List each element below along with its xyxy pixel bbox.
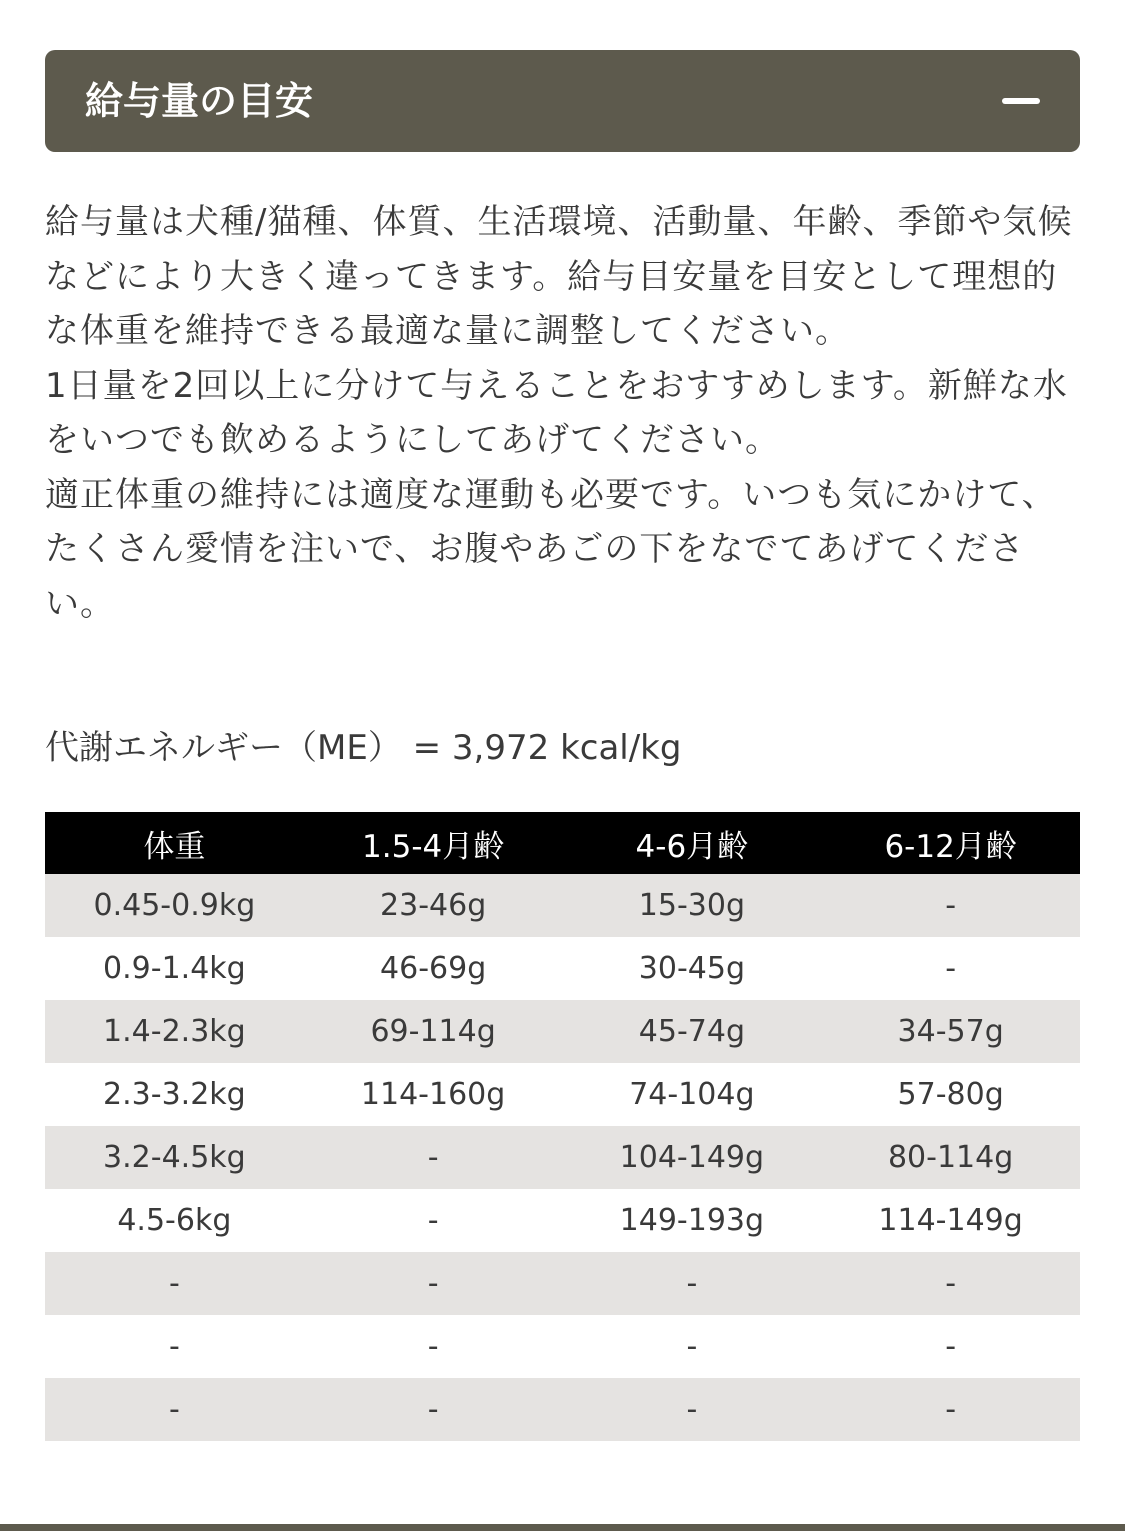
table-cell: 34-57g: [821, 1000, 1080, 1063]
feeding-guide-accordion-header[interactable]: [45, 50, 1080, 152]
table-cell: -: [45, 1315, 304, 1378]
table-cell: -: [821, 874, 1080, 937]
table-cell: 114-149g: [821, 1189, 1080, 1252]
table-cell: -: [563, 1252, 822, 1315]
feeding-description: [45, 195, 1080, 631]
section-divider: [0, 1524, 1125, 1531]
table-cell: 23-46g: [304, 874, 563, 937]
table-row: [45, 937, 1080, 1000]
table-cell: 30-45g: [563, 937, 822, 1000]
table-cell: -: [304, 1378, 563, 1441]
table-cell: -: [45, 1252, 304, 1315]
table-cell: 114-160g: [304, 1063, 563, 1126]
table-cell: 74-104g: [563, 1063, 822, 1126]
table-cell: -: [304, 1126, 563, 1189]
table-cell: -: [304, 1315, 563, 1378]
table-cell: -: [821, 1252, 1080, 1315]
table-row: [45, 1126, 1080, 1189]
table-row: [45, 1315, 1080, 1378]
header-age-2: 4-6月齢: [563, 812, 822, 874]
table-cell: -: [821, 937, 1080, 1000]
table-cell: -: [563, 1315, 822, 1378]
table-cell: 69-114g: [304, 1000, 563, 1063]
header-age-1: 1.5-4月齢: [304, 812, 563, 874]
description-paragraph: 適正体重の維持には適度な運動も必要です。いつも気にかけて、たくさん愛情を注いで、お腹やあごの下をなでてあげてください。: [45, 474, 1057, 624]
table-cell: -: [821, 1315, 1080, 1378]
minus-icon[interactable]: [1002, 86, 1040, 116]
feeding-amount-table: [45, 812, 1080, 1441]
table-cell: 0.45-0.9kg: [45, 874, 304, 937]
table-row: [45, 1189, 1080, 1252]
table-cell: -: [563, 1378, 822, 1441]
table-cell: -: [821, 1378, 1080, 1441]
table-cell: 0.9-1.4kg: [45, 937, 304, 1000]
metabolizable-energy: 代謝エネルギー（ME） = 3,972 kcal/kg: [45, 728, 682, 768]
table-cell: 2.3-3.2kg: [45, 1063, 304, 1126]
table-cell: 1.4-2.3kg: [45, 1000, 304, 1063]
description-paragraph: 給与量は犬種/猫種、体質、生活環境、活動量、年齢、季節や気候などにより大きく違ってきます。給与目安量を目安として理想的な体重を維持できる最適な量に調整してください。: [45, 202, 1073, 351]
table-row: [45, 1378, 1080, 1441]
table-header-row: [45, 812, 1080, 874]
description-paragraph: 1日量を2回以上に分けて与えることをおすすめします。新鮮な水をいつでも飲めるようにしてあげてください。: [45, 365, 1068, 460]
table-cell: 45-74g: [563, 1000, 822, 1063]
table-cell: -: [45, 1378, 304, 1441]
table-cell: -: [304, 1252, 563, 1315]
header-weight: 体重: [45, 812, 304, 874]
table-cell: 149-193g: [563, 1189, 822, 1252]
table-cell: 57-80g: [821, 1063, 1080, 1126]
table-cell: 4.5-6kg: [45, 1189, 304, 1252]
table-cell: 3.2-4.5kg: [45, 1126, 304, 1189]
table-cell: 15-30g: [563, 874, 822, 937]
table-row: [45, 1063, 1080, 1126]
accordion-title: 給与量の目安: [85, 79, 314, 123]
table-row: [45, 1252, 1080, 1315]
table-cell: -: [304, 1189, 563, 1252]
table-row: [45, 1000, 1080, 1063]
header-age-3: 6-12月齢: [821, 812, 1080, 874]
table-cell: 104-149g: [563, 1126, 822, 1189]
minus-icon-bar: [1002, 98, 1040, 104]
table-row: [45, 874, 1080, 937]
table-cell: 46-69g: [304, 937, 563, 1000]
table-cell: 80-114g: [821, 1126, 1080, 1189]
